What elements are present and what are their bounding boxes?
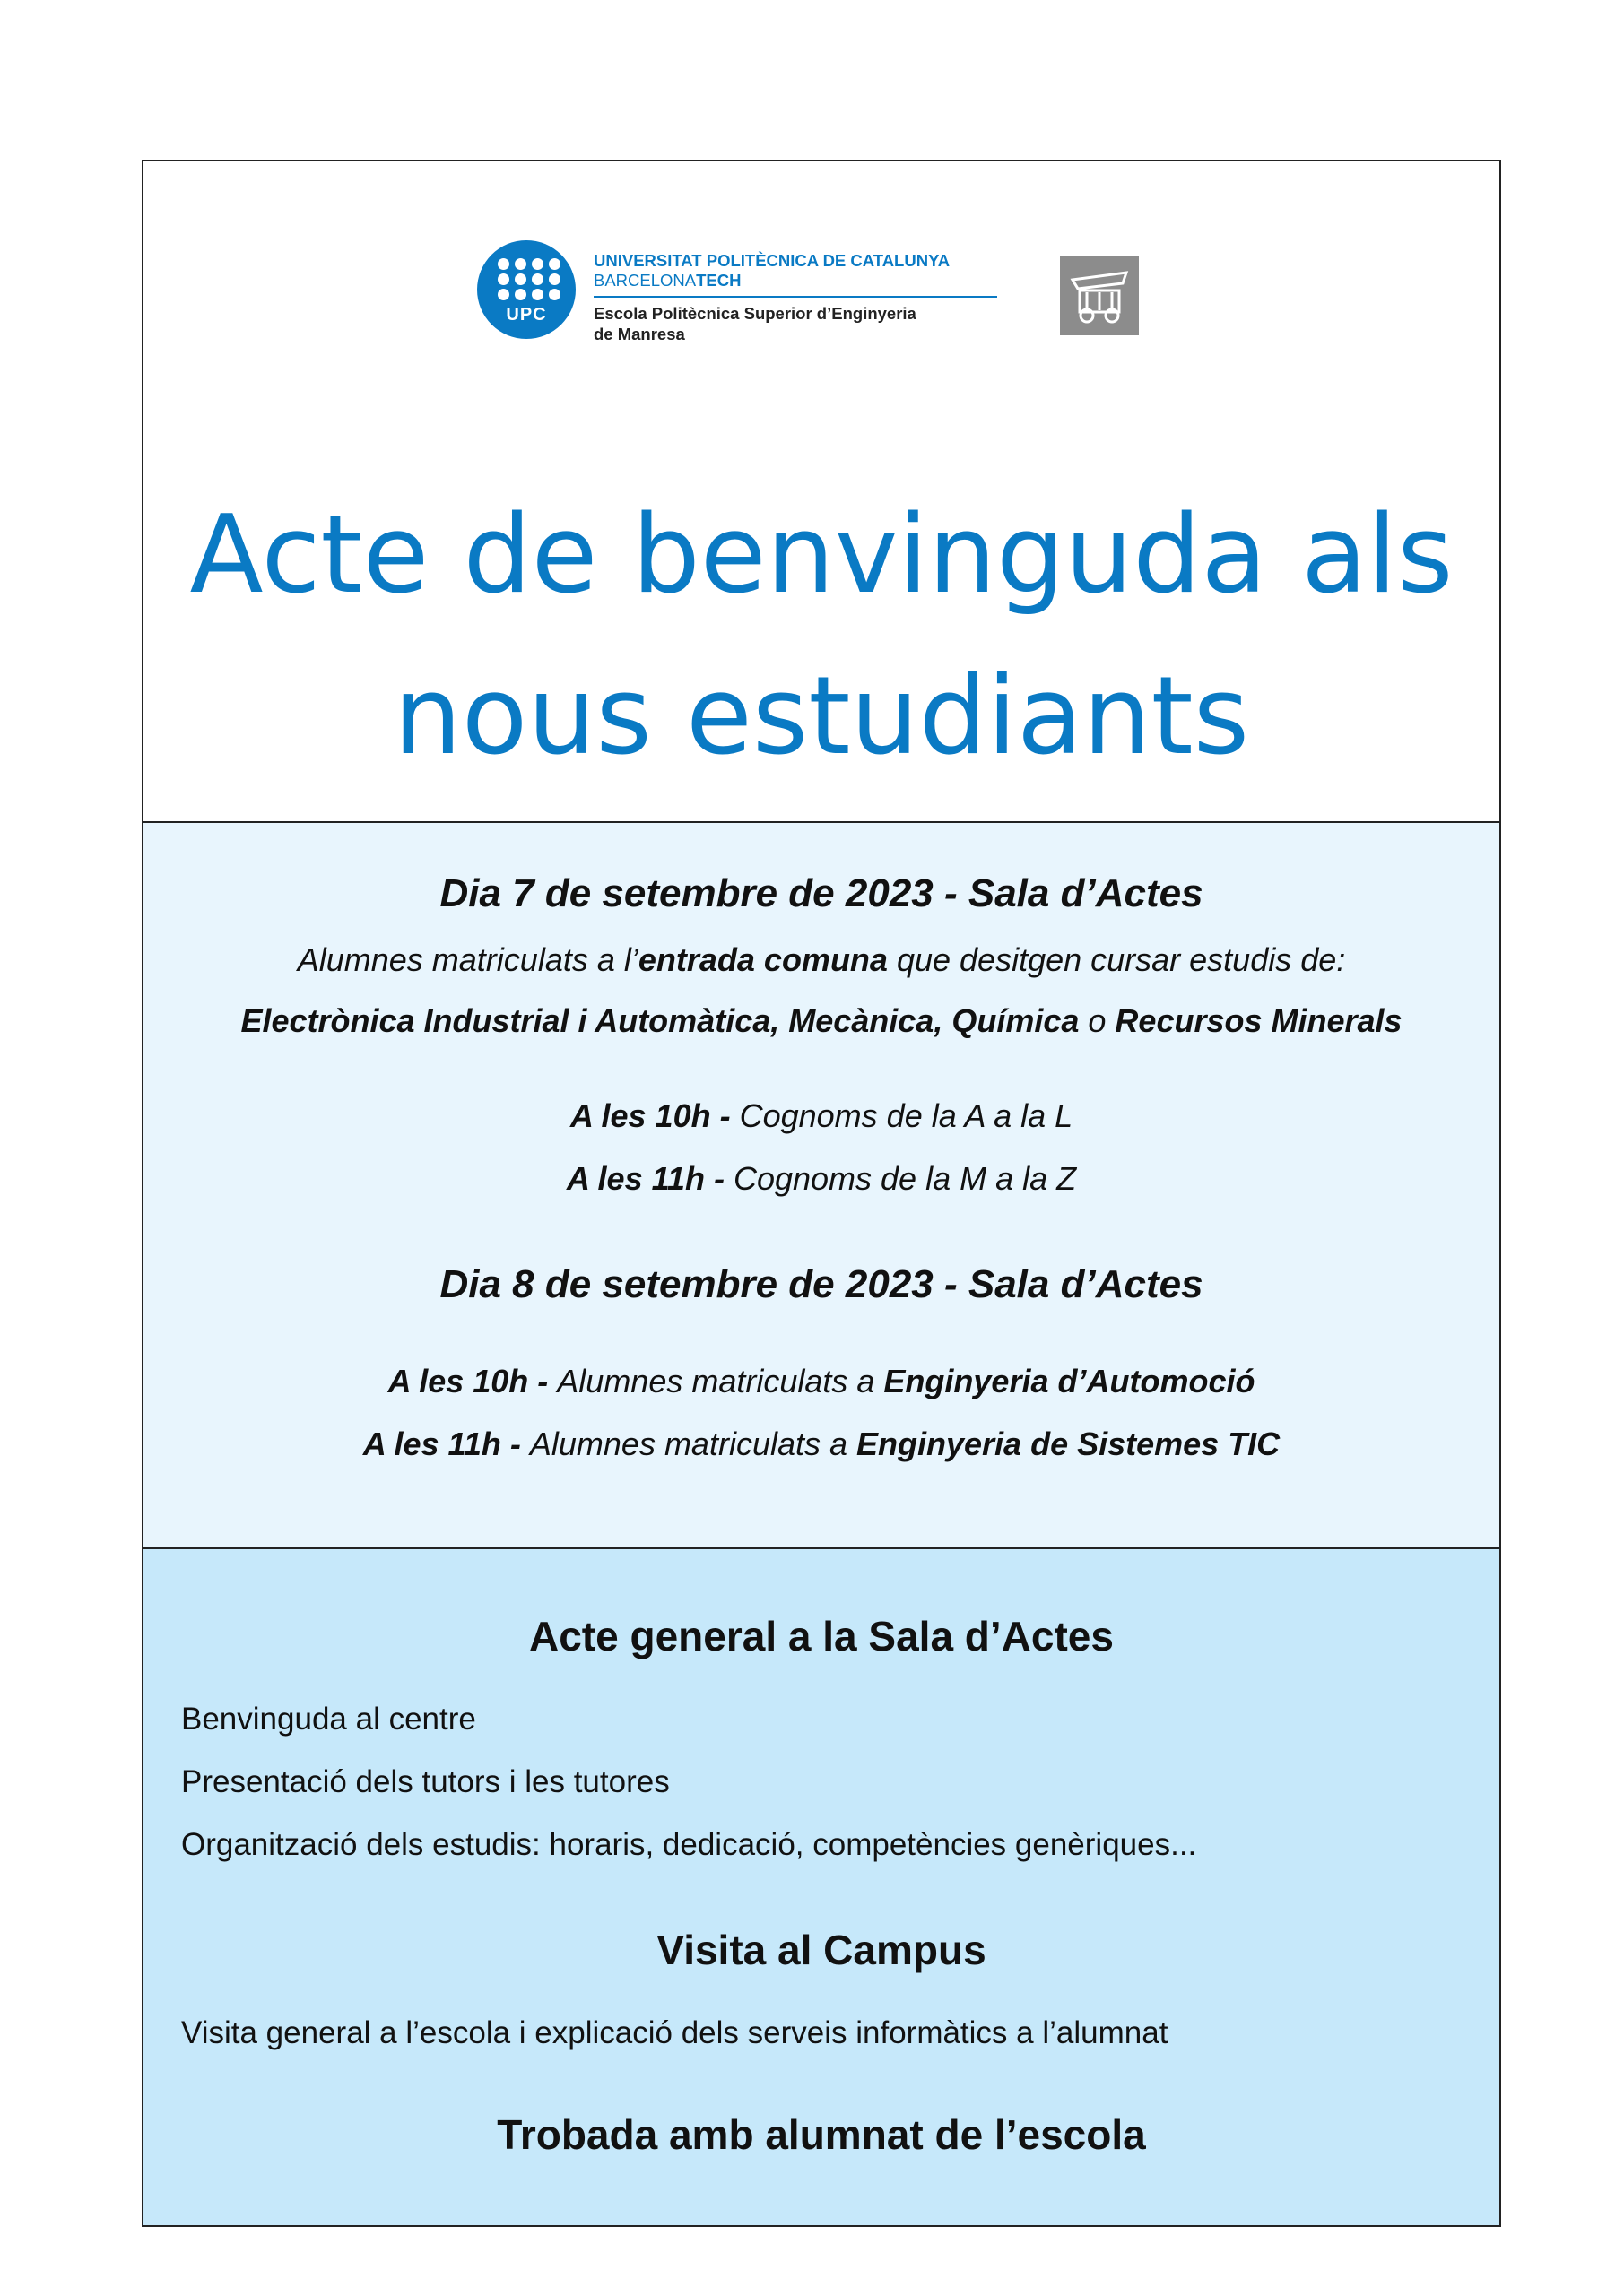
- title-line-2: nous estudiants: [393, 654, 1250, 779]
- logo-divider: [594, 296, 997, 298]
- upc-logo-text: UPC: [506, 305, 547, 325]
- day1-heading: Dia 7 de setembre de 2023 - Sala d’Actes: [439, 871, 1203, 915]
- list-item: Visita general a l’escola i explicació dels serveis informàtics a l’alumnat: [181, 2015, 1168, 2050]
- day2-heading: Dia 8 de setembre de 2023 - Sala d’Actes: [439, 1262, 1203, 1306]
- list-item: Presentació dels tutors i les tutores: [181, 1764, 670, 1799]
- meeting-heading: Trobada amb alumnat de l’escola: [497, 2111, 1146, 2158]
- header-section: [143, 161, 1499, 821]
- school-emblem-icon: [1060, 256, 1139, 335]
- day2-slot: A les 10h - Alumnes matriculats a Enginyeria d’Automoció: [387, 1363, 1255, 1399]
- page-title: [143, 475, 1499, 798]
- day1-intro: Alumnes matriculats a l’entrada comuna que desitgen cursar estudis de:: [297, 941, 1346, 978]
- university-subtitle: BARCELONATECH: [594, 271, 742, 290]
- poster-frame: [142, 160, 1501, 2227]
- day1-slot: A les 11h - Cognoms de la M a la Z: [566, 1160, 1077, 1197]
- day1-degrees: Electrònica Industrial i Automàtica, Mecànica, Química o Recursos Minerals: [240, 1002, 1403, 1039]
- schedule-section: [143, 821, 1499, 1547]
- day1-slot: A les 10h - Cognoms de la A a la L: [569, 1097, 1073, 1134]
- list-item: Organització dels estudis: horaris, dedicació, competències genèriques...: [181, 1827, 1197, 1862]
- day2-slot: A les 11h - Alumnes matriculats a Enginyeria de Sistemes TIC: [362, 1425, 1281, 1462]
- upc-logo: [477, 240, 576, 339]
- school-name: Escola Politècnica Superior d’Enginyeria de Manresa: [594, 304, 916, 343]
- campus-heading: Visita al Campus: [656, 1927, 986, 1973]
- university-name: UNIVERSITAT POLITÈCNICA DE CATALUNYA: [594, 251, 951, 270]
- list-item: Benvinguda al centre: [181, 1702, 476, 1737]
- program-section: [143, 1547, 1499, 2225]
- title-line-1: Acte de benvinguda als: [189, 493, 1454, 618]
- general-heading: Acte general a la Sala d’Actes: [529, 1613, 1114, 1659]
